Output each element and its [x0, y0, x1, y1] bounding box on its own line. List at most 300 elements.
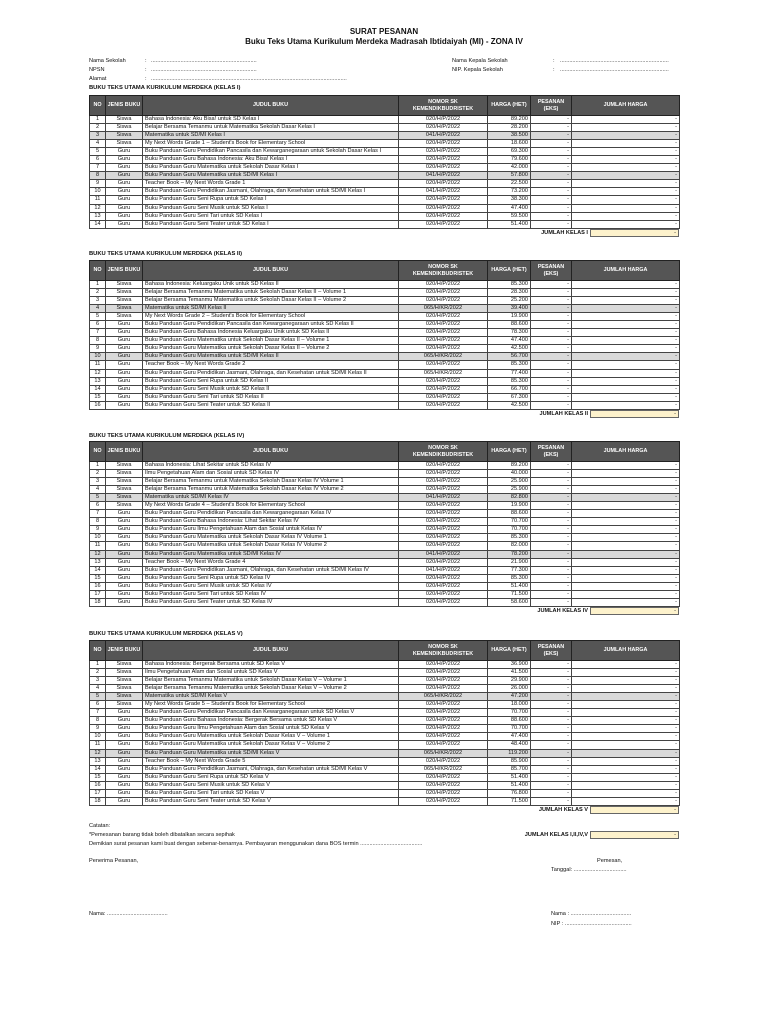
table-row	[90, 462, 680, 470]
book-type: Siswa	[106, 661, 143, 669]
total-price: -	[572, 164, 680, 172]
order-quantity[interactable]: -	[531, 116, 572, 124]
section-title: BUKU TEKS UTAMA KURIKULUM MERDEKA (KELAS IV)	[89, 433, 245, 439]
sk-number: 065/H/KR/2022	[399, 693, 488, 701]
column-header-jenis: JENIS BUKU	[106, 442, 143, 462]
order-quantity[interactable]: -	[531, 534, 572, 542]
book-type: Guru	[106, 321, 143, 329]
table-row	[90, 196, 680, 204]
order-quantity[interactable]: -	[531, 369, 572, 377]
sk-number: 020/H/P/2022	[399, 289, 488, 297]
order-quantity[interactable]: -	[531, 510, 572, 518]
order-quantity[interactable]: -	[531, 765, 572, 773]
table-row	[90, 677, 680, 685]
price: 48.400	[488, 741, 531, 749]
book-type: Guru	[106, 353, 143, 361]
row-number: 11	[90, 542, 106, 550]
order-quantity[interactable]: -	[531, 345, 572, 353]
order-quantity[interactable]: -	[531, 140, 572, 148]
book-title: Buku Panduan Guru Bahasa Indonesia: Aku Bisa! Kelas I	[143, 156, 399, 164]
sk-number: 020/H/P/2022	[399, 733, 488, 741]
order-quantity[interactable]: -	[531, 486, 572, 494]
book-type: Guru	[106, 534, 143, 542]
table-row	[90, 361, 680, 369]
book-title: Buku Panduan Guru Pendidikan Pancasila dan Kewarganegaraan untuk Sekolah Dasar Kelas I	[143, 148, 399, 156]
sk-number: 020/H/P/2022	[399, 598, 488, 606]
alamat-field[interactable]: ..............................................................................................................................	[151, 76, 347, 82]
row-number: 2	[90, 669, 106, 677]
price: 70.700	[488, 518, 531, 526]
row-number: 7	[90, 709, 106, 717]
order-quantity[interactable]: -	[531, 757, 572, 765]
book-type: Guru	[106, 172, 143, 180]
row-number: 5	[90, 494, 106, 502]
price: 67.300	[488, 393, 531, 401]
total-price: -	[572, 486, 680, 494]
total-price: -	[572, 701, 680, 709]
book-title: Teacher Book – My Next Words Grade 5	[143, 757, 399, 765]
total-price: -	[572, 781, 680, 789]
table-row	[90, 582, 680, 590]
order-quantity[interactable]: -	[531, 124, 572, 132]
total-price: -	[572, 377, 680, 385]
row-number: 10	[90, 733, 106, 741]
colon: :	[145, 76, 147, 82]
sk-number: 020/H/P/2022	[399, 486, 488, 494]
book-title: Buku Panduan Guru Seni Rupa untuk SD Kelas I	[143, 196, 399, 204]
price: 79.600	[488, 156, 531, 164]
row-number: 13	[90, 212, 106, 220]
section-total-label: JUMLAH KELAS IV	[537, 607, 588, 614]
price: 25.200	[488, 297, 531, 305]
table-row	[90, 337, 680, 345]
row-number: 9	[90, 180, 106, 188]
total-price: -	[572, 401, 680, 409]
sk-number: 020/H/P/2022	[399, 797, 488, 805]
price: 47.400	[488, 204, 531, 212]
order-quantity[interactable]: -	[531, 669, 572, 677]
order-quantity[interactable]: -	[531, 797, 572, 805]
total-price: -	[572, 180, 680, 188]
price: 42.500	[488, 345, 531, 353]
price: 85.700	[488, 765, 531, 773]
row-number: 7	[90, 329, 106, 337]
table-row	[90, 140, 680, 148]
sk-number: 020/H/P/2022	[399, 140, 488, 148]
sk-number: 020/H/P/2022	[399, 124, 488, 132]
book-type: Guru	[106, 361, 143, 369]
order-quantity[interactable]: -	[531, 789, 572, 797]
price: 66.700	[488, 385, 531, 393]
order-quantity[interactable]: -	[531, 582, 572, 590]
section-title: BUKU TEKS UTAMA KURIKULUM MERDEKA (KELAS I)	[89, 85, 241, 91]
column-header-harga: HARGA (HET)	[488, 641, 531, 661]
sk-number: 020/H/P/2022	[399, 156, 488, 164]
penerima-label: Penerima Pesanan,	[89, 858, 139, 864]
column-header-nomor: NOMOR SK KEMENDIKBUDRISTEK	[399, 641, 488, 661]
order-quantity[interactable]: -	[531, 297, 572, 305]
column-header-judul: JUDUL BUKU	[143, 96, 399, 116]
order-quantity[interactable]: -	[531, 393, 572, 401]
total-price: -	[572, 574, 680, 582]
book-title: Bahasa Indonesia: Lihat Sekitar untuk SD Kelas IV	[143, 462, 399, 470]
order-quantity[interactable]: -	[531, 148, 572, 156]
row-number: 2	[90, 124, 106, 132]
pemesan-label: Pemesan,	[597, 858, 623, 864]
book-title: Buku Panduan Guru Pendidikan Jasmani, Olahraga, dan Kesehatan untuk SD/MI Kelas V	[143, 765, 399, 773]
book-type: Guru	[106, 797, 143, 805]
sk-number: 020/H/P/2022	[399, 164, 488, 172]
column-header-pesanan: PESANAN (EKS)	[531, 96, 572, 116]
table-row	[90, 669, 680, 677]
book-title: Belajar Bersama Temanmu Matematika untuk Sekolah Dasar Kelas II – Volume 2	[143, 297, 399, 305]
order-quantity[interactable]: -	[531, 709, 572, 717]
total-price: -	[572, 345, 680, 353]
book-title: Buku Panduan Guru Seni Teater untuk SD Kelas II	[143, 401, 399, 409]
sk-number: 020/H/P/2022	[399, 180, 488, 188]
price: 70.700	[488, 725, 531, 733]
order-quantity[interactable]: -	[531, 172, 572, 180]
order-quantity[interactable]: -	[531, 685, 572, 693]
book-title: Ilmu Pengetahuan Alam dan Sosial untuk SD Kelas V	[143, 669, 399, 677]
price: 88.600	[488, 717, 531, 725]
order-quantity[interactable]: -	[531, 385, 572, 393]
book-title: Belajar Bersama Temanmu untuk Matematika Sekolah Dasar Kelas IV Volume 2	[143, 486, 399, 494]
sk-number: 020/H/P/2022	[399, 773, 488, 781]
order-quantity[interactable]: -	[531, 502, 572, 510]
book-type: Guru	[106, 337, 143, 345]
column-header-judul: JUDUL BUKU	[143, 442, 399, 462]
column-header-nomor: NOMOR SK KEMENDIKBUDRISTEK	[399, 442, 488, 462]
book-title: My Next Words Grade 1 – Student's Book for Elementary School	[143, 140, 399, 148]
book-title: My Next Words Grade 4 – Student's Book for Elementary School	[143, 502, 399, 510]
book-title: Buku Panduan Guru Seni Musik untuk SD Kelas V	[143, 781, 399, 789]
book-type: Siswa	[106, 124, 143, 132]
book-type: Guru	[106, 156, 143, 164]
table-row	[90, 180, 680, 188]
order-quantity[interactable]: -	[531, 289, 572, 297]
section-title: BUKU TEKS UTAMA KURIKULUM MERDEKA (KELAS V)	[89, 631, 243, 637]
sk-number: 020/H/P/2022	[399, 677, 488, 685]
nip-kepala-field[interactable]: ......................................................................	[560, 67, 669, 73]
book-title: Buku Panduan Guru Seni Rupa untuk SD Kelas IV	[143, 574, 399, 582]
catatan-label: Catatan:	[89, 823, 111, 829]
section-total-label: JUMLAH KELAS I	[541, 229, 588, 236]
price: 71.500	[488, 590, 531, 598]
price: 51.400	[488, 220, 531, 228]
order-quantity[interactable]: -	[531, 470, 572, 478]
book-title: Buku Panduan Guru Seni Musik untuk SD Kelas I	[143, 204, 399, 212]
nama-penerima-field[interactable]: Nama: .......................................	[89, 911, 168, 917]
order-quantity[interactable]: -	[531, 558, 572, 566]
table-row	[90, 212, 680, 220]
price: 47.400	[488, 733, 531, 741]
order-quantity[interactable]: -	[531, 733, 572, 741]
total-price: -	[572, 470, 680, 478]
nip-pemesan-field[interactable]: NIP : ...........................................	[551, 921, 632, 927]
book-type: Guru	[106, 725, 143, 733]
price: 119.200	[488, 749, 531, 757]
book-title: Belajar Bersama Temanmu Matematika untuk Sekolah Dasar Kelas V – Volume 2	[143, 685, 399, 693]
section-total-value: -	[590, 806, 679, 814]
order-quantity[interactable]: -	[531, 550, 572, 558]
order-quantity[interactable]: -	[531, 220, 572, 228]
order-quantity[interactable]: -	[531, 590, 572, 598]
table-row	[90, 518, 680, 526]
column-header-nomor: NOMOR SK KEMENDIKBUDRISTEK	[399, 261, 488, 281]
book-title: Buku Panduan Guru Pendidikan Jasmani, Olahraga, dan Kesehatan untuk SD/MI Kelas I	[143, 188, 399, 196]
column-header-jenis: JENIS BUKU	[106, 261, 143, 281]
column-header-judul: JUDUL BUKU	[143, 261, 399, 281]
row-number: 9	[90, 725, 106, 733]
price: 38.300	[488, 196, 531, 204]
tanggal-field[interactable]: Tanggal: ..................................	[551, 867, 627, 873]
sk-number: 020/H/P/2022	[399, 212, 488, 220]
table-row	[90, 393, 680, 401]
table-row	[90, 765, 680, 773]
row-number: 12	[90, 550, 106, 558]
book-title: Buku Panduan Guru Matematika untuk Sekolah Dasar Kelas II – Volume 2	[143, 345, 399, 353]
book-type: Siswa	[106, 685, 143, 693]
price: 58.600	[488, 598, 531, 606]
table-row	[90, 733, 680, 741]
sk-number: 020/H/P/2022	[399, 518, 488, 526]
total-price: -	[572, 566, 680, 574]
book-title: Buku Panduan Guru Seni Teater untuk SD Kelas IV	[143, 598, 399, 606]
order-quantity[interactable]: -	[531, 478, 572, 486]
row-number: 10	[90, 188, 106, 196]
order-quantity[interactable]: -	[531, 749, 572, 757]
book-type: Siswa	[106, 478, 143, 486]
order-quantity[interactable]: -	[531, 566, 572, 574]
table-row	[90, 124, 680, 132]
book-title: Belajar Bersama Temanmu Matematika untuk Sekolah Dasar Kelas V – Volume 1	[143, 677, 399, 685]
order-quantity[interactable]: -	[531, 741, 572, 749]
sk-number: 020/H/P/2022	[399, 661, 488, 669]
total-price: -	[572, 542, 680, 550]
table-row	[90, 486, 680, 494]
total-price: -	[572, 590, 680, 598]
book-type: Guru	[106, 709, 143, 717]
order-quantity[interactable]: -	[531, 204, 572, 212]
order-quantity[interactable]: -	[531, 701, 572, 709]
book-title: Buku Panduan Guru Matematika untuk SD/MI Kelas I	[143, 172, 399, 180]
column-header-judul: JUDUL BUKU	[143, 641, 399, 661]
order-quantity[interactable]: -	[531, 132, 572, 140]
book-title: Belajar Bersama Temanmu untuk Matematika Sekolah Dasar Kelas I	[143, 124, 399, 132]
sk-number: 020/H/P/2022	[399, 717, 488, 725]
sk-number: 065/H/KR/2022	[399, 353, 488, 361]
book-title: Buku Panduan Guru Seni Tari untuk SD Kelas II	[143, 393, 399, 401]
sk-number: 020/H/P/2022	[399, 590, 488, 598]
book-title: Teacher Book – My Next Words Grade 2	[143, 361, 399, 369]
order-quantity[interactable]: -	[531, 164, 572, 172]
book-title: Buku Panduan Guru Pendidikan Pancasila dan Kewarganegaraan untuk SD Kelas II	[143, 321, 399, 329]
sk-number: 041/H/P/2022	[399, 566, 488, 574]
price: 82.000	[488, 542, 531, 550]
total-price: -	[572, 534, 680, 542]
book-type: Guru	[106, 717, 143, 725]
book-type: Siswa	[106, 677, 143, 685]
order-quantity[interactable]: -	[531, 526, 572, 534]
table-row	[90, 550, 680, 558]
price: 26.000	[488, 685, 531, 693]
book-type: Siswa	[106, 502, 143, 510]
table-row	[90, 345, 680, 353]
book-type: Guru	[106, 749, 143, 757]
order-quantity[interactable]: -	[531, 305, 572, 313]
total-price: -	[572, 773, 680, 781]
order-quantity[interactable]: -	[531, 661, 572, 669]
order-quantity[interactable]: -	[531, 188, 572, 196]
order-quantity[interactable]: -	[531, 377, 572, 385]
table-row	[90, 369, 680, 377]
total-price: -	[572, 337, 680, 345]
price: 19.900	[488, 502, 531, 510]
npsn-field[interactable]: ....................................................................	[151, 67, 257, 73]
total-price: -	[572, 124, 680, 132]
kepala-sekolah-field[interactable]: ......................................................................	[560, 58, 669, 64]
order-quantity[interactable]: -	[531, 329, 572, 337]
order-quantity[interactable]: -	[531, 212, 572, 220]
nama-sekolah-field[interactable]: ....................................................................	[151, 58, 257, 64]
section-title: BUKU TEKS UTAMA KURIKULUM MERDEKA (KELAS II)	[89, 251, 243, 257]
price: 18.600	[488, 140, 531, 148]
sk-number: 041/H/P/2022	[399, 494, 488, 502]
book-type: Guru	[106, 385, 143, 393]
book-title: Buku Panduan Guru Ilmu Pengetahuan Alam dan Sosial untuk Kelas IV	[143, 526, 399, 534]
kepala-sekolah-label: Nama Kepala Sekolah	[452, 58, 508, 64]
sk-number: 020/H/P/2022	[399, 709, 488, 717]
order-quantity[interactable]: -	[531, 494, 572, 502]
order-quantity[interactable]: -	[531, 156, 572, 164]
row-number: 6	[90, 321, 106, 329]
price: 51.400	[488, 582, 531, 590]
order-quantity[interactable]: -	[531, 321, 572, 329]
book-type: Siswa	[106, 470, 143, 478]
order-quantity[interactable]: -	[531, 462, 572, 470]
order-quantity[interactable]: -	[531, 598, 572, 606]
table-row	[90, 204, 680, 212]
row-number: 6	[90, 156, 106, 164]
grand-total-value: -	[590, 831, 679, 839]
total-price: -	[572, 550, 680, 558]
npsn-label: NPSN	[89, 67, 105, 73]
order-quantity[interactable]: -	[531, 518, 572, 526]
order-quantity[interactable]: -	[531, 196, 572, 204]
row-number: 8	[90, 518, 106, 526]
book-title: Bahasa Indonesia: Bergerak Bersama untuk SD Kelas V	[143, 661, 399, 669]
order-quantity[interactable]: -	[531, 693, 572, 701]
book-type: Siswa	[106, 486, 143, 494]
order-quantity[interactable]: -	[531, 353, 572, 361]
price: 22.500	[488, 180, 531, 188]
row-number: 15	[90, 393, 106, 401]
table-row	[90, 757, 680, 765]
book-title: Teacher Book – My Next Words Grade 1	[143, 180, 399, 188]
total-price: -	[572, 518, 680, 526]
row-number: 9	[90, 345, 106, 353]
order-quantity[interactable]: -	[531, 361, 572, 369]
sk-number: 020/H/P/2022	[399, 462, 488, 470]
colon: :	[553, 67, 555, 73]
sk-number: 020/H/P/2022	[399, 313, 488, 321]
book-title: Buku Panduan Guru Seni Teater untuk SD Kelas I	[143, 220, 399, 228]
book-title: Buku Panduan Guru Bahasa Indonesia: Lihat Sekitar Kelas IV	[143, 518, 399, 526]
order-quantity[interactable]: -	[531, 574, 572, 582]
order-quantity[interactable]: -	[531, 773, 572, 781]
book-title: Buku Panduan Guru Matematika untuk Sekolah Dasar Kelas V – Volume 1	[143, 733, 399, 741]
price: 36.900	[488, 661, 531, 669]
order-quantity[interactable]: -	[531, 725, 572, 733]
sk-number: 020/H/P/2022	[399, 281, 488, 289]
sk-number: 020/H/P/2022	[399, 526, 488, 534]
order-quantity[interactable]: -	[531, 401, 572, 409]
row-number: 2	[90, 289, 106, 297]
sk-number: 065/H/KR/2022	[399, 749, 488, 757]
price: 19.900	[488, 313, 531, 321]
book-type: Guru	[106, 377, 143, 385]
order-quantity[interactable]: -	[531, 677, 572, 685]
order-quantity[interactable]: -	[531, 180, 572, 188]
row-number: 1	[90, 116, 106, 124]
column-header-jenis: JENIS BUKU	[106, 641, 143, 661]
total-price: -	[572, 685, 680, 693]
sk-number: 020/H/P/2022	[399, 377, 488, 385]
book-type: Guru	[106, 574, 143, 582]
sk-number: 020/H/P/2022	[399, 685, 488, 693]
column-header-pesanan: PESANAN (EKS)	[531, 442, 572, 462]
order-quantity[interactable]: -	[531, 337, 572, 345]
order-quantity[interactable]: -	[531, 313, 572, 321]
alamat-label: Alamat	[89, 76, 107, 82]
price: 89.200	[488, 462, 531, 470]
row-number: 13	[90, 558, 106, 566]
row-number: 3	[90, 677, 106, 685]
table-row	[90, 709, 680, 717]
nama-pemesan-field[interactable]: Nama : .......................................	[551, 911, 632, 917]
order-quantity[interactable]: -	[531, 781, 572, 789]
row-number: 15	[90, 574, 106, 582]
table-row	[90, 542, 680, 550]
book-type: Siswa	[106, 116, 143, 124]
section-total-label: JUMLAH KELAS II	[539, 410, 588, 417]
book-type: Guru	[106, 510, 143, 518]
table-row	[90, 281, 680, 289]
price: 40.000	[488, 470, 531, 478]
total-price: -	[572, 709, 680, 717]
row-number: 1	[90, 462, 106, 470]
order-quantity[interactable]: -	[531, 542, 572, 550]
book-type: Siswa	[106, 297, 143, 305]
book-title: Matematika untuk SD/MI Kelas II	[143, 305, 399, 313]
price: 85.300	[488, 377, 531, 385]
table-row	[90, 321, 680, 329]
total-price: -	[572, 148, 680, 156]
price: 25.900	[488, 478, 531, 486]
total-price: -	[572, 305, 680, 313]
order-quantity[interactable]: -	[531, 281, 572, 289]
column-header-pesanan: PESANAN (EKS)	[531, 641, 572, 661]
table-row	[90, 377, 680, 385]
book-type: Guru	[106, 401, 143, 409]
row-number: 1	[90, 661, 106, 669]
book-type: Siswa	[106, 140, 143, 148]
price: 70.700	[488, 526, 531, 534]
document-subtitle: Buku Teks Utama Kurikulum Merdeka Madrasah Ibtidaiyah (MI) - ZONA IV	[245, 37, 523, 46]
total-price: -	[572, 220, 680, 228]
order-quantity[interactable]: -	[531, 717, 572, 725]
